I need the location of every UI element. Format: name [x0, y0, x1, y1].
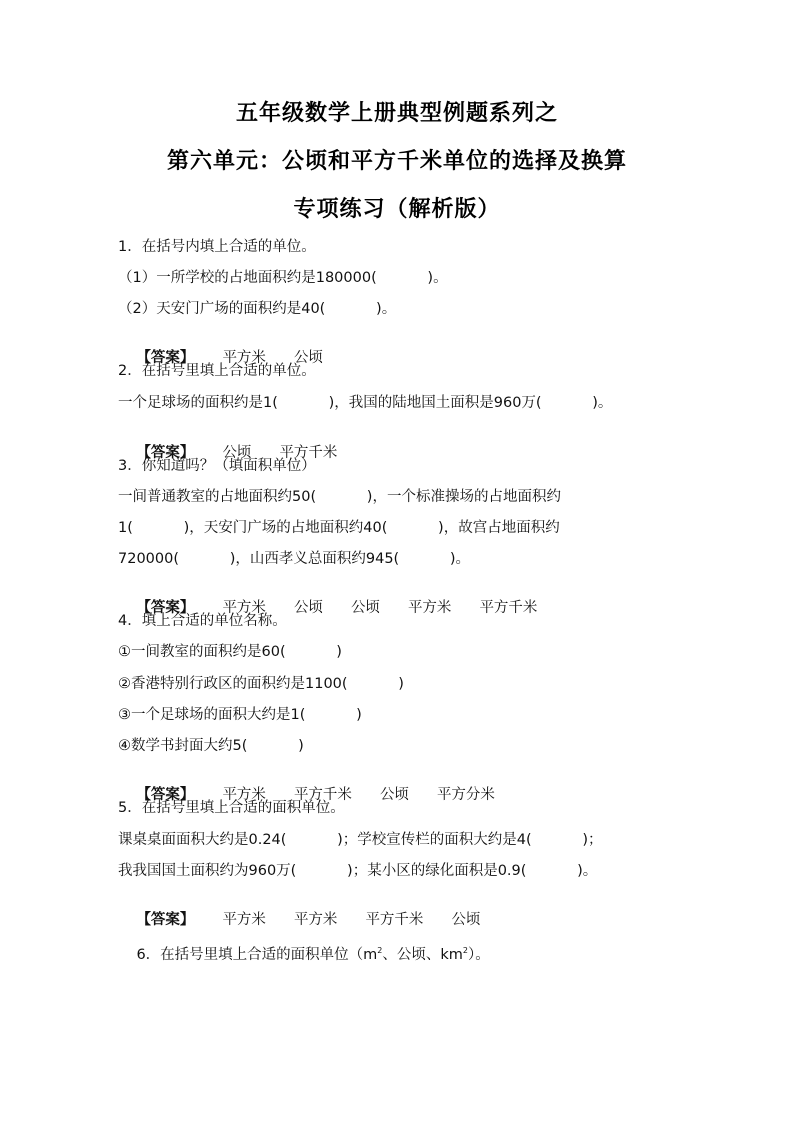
q3-line-3: 720000( )，山西孝义总面积约945( )。 — [118, 551, 471, 567]
q3-prompt: 3．你知道吗？（填面积单位） — [118, 458, 316, 474]
q1-line-1: （1）一所学校的占地面积约是180000( )。 — [118, 270, 448, 286]
title-unit: 第六单元：公顷和平方千米单位的选择及换算 — [166, 149, 627, 174]
q6-prompt-part-c: ）。 — [468, 946, 490, 963]
title-series: 五年级数学上册典型例题系列之 — [235, 101, 558, 126]
q4-line-1: ①一间教室的面积约是60( ) — [118, 644, 342, 660]
answer-item: 平方千米 — [293, 787, 352, 803]
q4-line-2: ②香港特别行政区的面积约是1100( ) — [118, 676, 404, 692]
q3-line-2: 1( )，天安门广场的占地面积约40( )，故宫占地面积约 — [118, 520, 560, 536]
q4-prompt: 4．填上合适的单位名称。 — [118, 613, 287, 629]
answer-item: 平方米 — [222, 350, 266, 366]
answer-item: 公顷 — [293, 600, 323, 616]
q5-line-2: 我我国国土面积约为960万( )；某小区的绿化面积是0.9( )。 — [118, 863, 598, 879]
q5-line-1: 课桌桌面面积大约是0.24( )；学校宣传栏的面积大约是4( )； — [118, 832, 603, 848]
q6-superscript-a: 2 — [377, 946, 383, 955]
answer-item: 公顷 — [293, 350, 323, 366]
answer-label: 【答案】 — [136, 912, 195, 928]
q6-superscript-b: 2 — [462, 946, 469, 955]
answer-item: 平方米 — [407, 600, 452, 616]
q4-line-3: ③一个足球场的面积大约是1( ) — [118, 707, 362, 723]
q4-line-4: ④数学书封面大约5( ) — [118, 738, 304, 754]
answer-label: 【答案】 — [136, 600, 195, 616]
answer-label: 【答案】 — [136, 787, 195, 803]
answer-item: 公顷 — [379, 787, 409, 803]
answer-label: 【答案】 — [136, 350, 195, 366]
q2-line-1: 一个足球场的面积约是1( )，我国的陆地国土面积是960万( )。 — [118, 395, 613, 411]
answer-item: 平方米 — [222, 912, 266, 928]
q3-line-1: 一间普通教室的占地面积约50( )，一个标准操场的占地面积约 — [118, 489, 561, 505]
q6-prompt-part-b: 、公顷、km — [382, 946, 463, 963]
answer-item: 公顷 — [451, 912, 481, 928]
answer-item: 平方分米 — [436, 787, 495, 803]
answer-label: 【答案】 — [136, 445, 195, 461]
answer-item: 平方米 — [222, 787, 266, 803]
q2-prompt: 2．在括号里填上合适的单位。 — [118, 363, 316, 379]
title-practice: 专项练习（解析版） — [293, 197, 501, 222]
q5-prompt: 5．在括号里填上合适的面积单位。 — [118, 800, 345, 816]
answer-item: 平方千米 — [279, 445, 338, 461]
answer-item: 平方千米 — [365, 912, 424, 928]
q6-prompt — [118, 924, 490, 982]
answer-item: 平方千米 — [479, 600, 538, 616]
answer-item: 公顷 — [222, 445, 252, 461]
answer-item: 平方米 — [222, 600, 266, 616]
q1-line-2: （2）天安门广场的面积约是40( )。 — [118, 301, 397, 317]
q6-prompt-part-a: 6．在括号里填上合适的面积单位（m — [136, 946, 378, 963]
answer-item: 平方米 — [293, 912, 338, 928]
q1-prompt: 1．在括号内填上合适的单位。 — [118, 239, 316, 255]
answer-item: 公顷 — [350, 600, 380, 616]
